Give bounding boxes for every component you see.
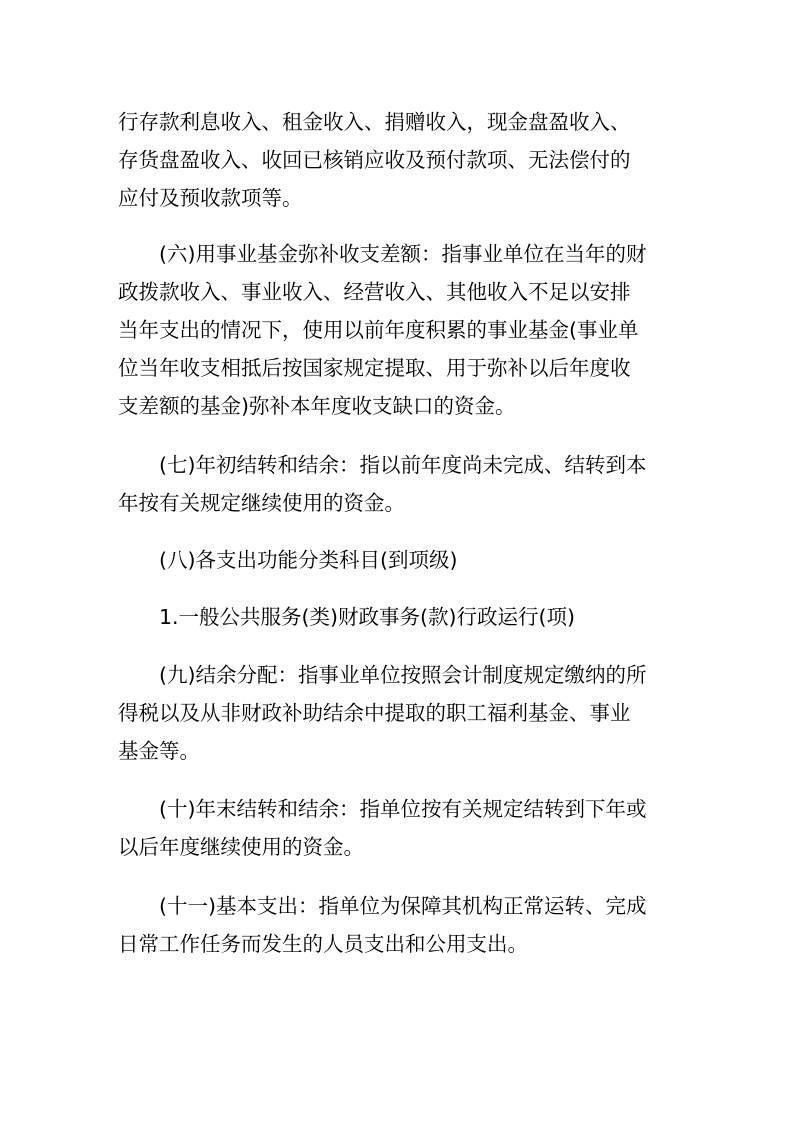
text-line: 位当年收支相抵后按国家规定提取、用于弥补以后年度收 [118, 356, 631, 380]
text-line: (八)各支出功能分类科目(到项级) [159, 548, 458, 572]
paragraph-item-6 [118, 235, 678, 425]
text-line: 1.一般公共服务(类)财政事务(款)行政运行(项) [159, 605, 576, 629]
text-line: 应付及预收款项等。 [118, 186, 303, 210]
paragraph-item-10 [118, 790, 678, 866]
text-line: 政拨款收入、事业收入、经营收入、其他收入不足以安排 [118, 280, 631, 304]
paragraph-income-continued [118, 103, 678, 217]
paragraph-item-9 [118, 656, 678, 770]
text-line: (十)年末结转和结余：指单位按有关规定结转到下年或 [159, 797, 647, 821]
paragraph-item-11 [118, 887, 678, 963]
text-line: 基金等。 [118, 739, 200, 763]
text-line: 得税以及从非财政补助结余中提取的职工福利基金、事业 [118, 701, 631, 725]
text-line: 以后年度继续使用的资金。 [118, 835, 364, 859]
paragraph-item-8 [118, 541, 678, 579]
paragraph-subitem-1 [118, 598, 678, 636]
paragraph-item-7 [118, 446, 678, 522]
text-line: 行存款利息收入、租金收入、捐赠收入，现金盘盈收入、 [118, 110, 631, 134]
text-line: 支差额的基金)弥补本年度收支缺口的资金。 [118, 394, 516, 418]
text-line: 日常工作任务而发生的人员支出和公用支出。 [118, 932, 528, 956]
text-line: (九)结余分配：指事业单位按照会计制度规定缴纳的所 [159, 663, 647, 687]
text-line: 年按有关规定继续使用的资金。 [118, 491, 405, 515]
text-line: (七)年初结转和结余：指以前年度尚未完成、结转到本 [159, 453, 647, 477]
text-line: 当年支出的情况下，使用以前年度积累的事业基金(事业单 [118, 318, 639, 342]
text-line: (六)用事业基金弥补收支差额：指事业单位在当年的财 [159, 242, 647, 266]
text-line: 存货盘盈收入、收回已核销应收及预付款项、无法偿付的 [118, 148, 631, 172]
text-line: (十一)基本支出：指单位为保障其机构正常运转、完成 [159, 894, 647, 918]
